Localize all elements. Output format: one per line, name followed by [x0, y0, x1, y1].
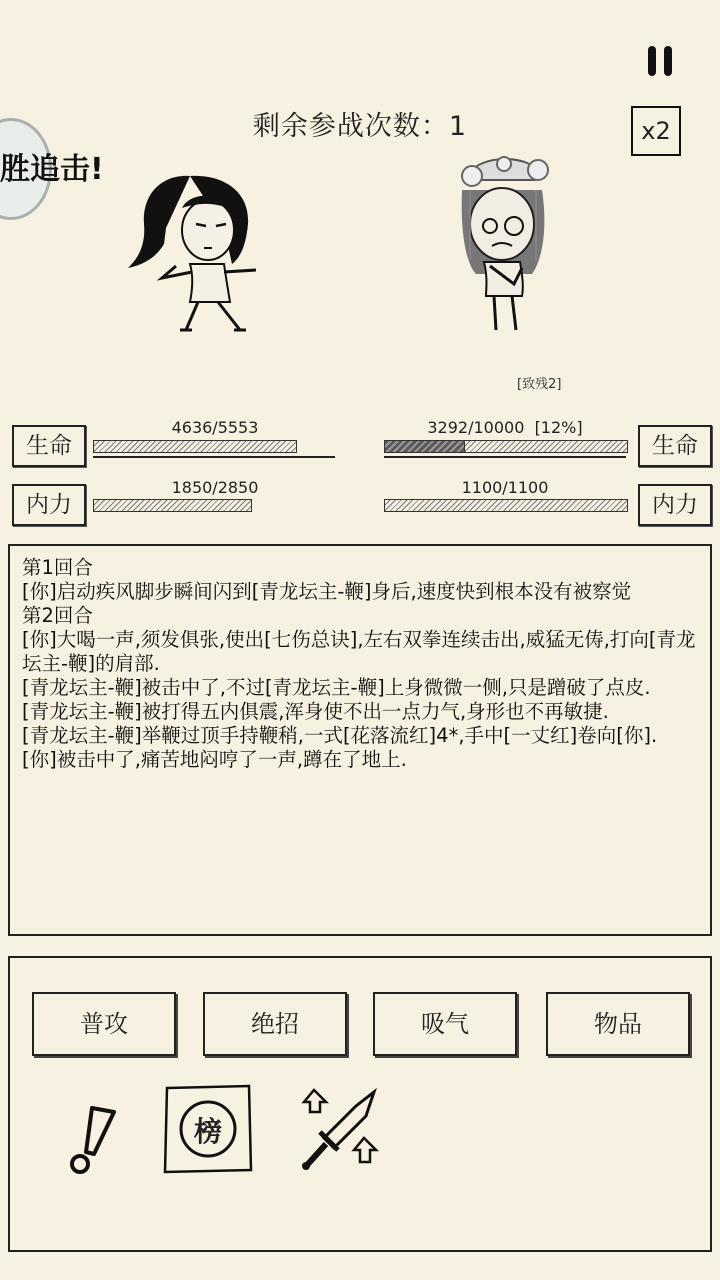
enemy-hp-label: 生命 — [638, 425, 712, 467]
battle-log[interactable] — [8, 544, 712, 936]
enemy-mp-value: 1100/1100 — [461, 478, 549, 497]
enemy-hp-bar — [384, 440, 466, 453]
items-button[interactable]: 物品 — [546, 992, 690, 1056]
ranking-icon-text: 榜 — [193, 1115, 222, 1148]
pause-button[interactable] — [648, 46, 674, 76]
remaining-label: 剩余参战次数： — [252, 111, 449, 142]
log-line: [青龙坛主-鞭]被击中了,不过[青龙坛主-鞭]上身微微一侧,只是蹭破了点皮. — [22, 676, 651, 699]
player-mp-value: 1850/2850 — [171, 478, 259, 497]
battle-log-lines — [22, 556, 706, 772]
log-line: [你]大喝一声,须发俱张,使出[七伤总诀],左右双拳连续击出,威猛无俦,打向[青龙坛主-鞭]的肩部. — [22, 628, 696, 675]
player-hp-label: 生命 — [12, 425, 86, 467]
sword-upgrade-icon[interactable] — [298, 1086, 386, 1174]
log-line: [你]被击中了,痛苦地闷哼了一声,蹲在了地上. — [22, 748, 407, 771]
enemy-character — [432, 150, 572, 335]
speed-toggle-button[interactable]: x2 — [631, 106, 681, 156]
player-hp-bar — [93, 440, 297, 453]
log-line: [青龙坛主-鞭]被打得五内俱震,浑身使不出一点力气,身形也不再敏捷. — [22, 700, 609, 723]
log-line: [青龙坛主-鞭]举鞭过顶手持鞭稍,一式[花落流红]4*,手中[一丈红]卷向[你]. — [22, 724, 658, 747]
ranking-button[interactable] — [163, 1084, 253, 1174]
player-mp-label: 内力 — [12, 484, 86, 526]
log-line: 第1回合 — [22, 556, 93, 579]
pursuit-banner-text: 胜追击! — [0, 152, 104, 187]
enemy-status-tag: [致残2] — [517, 377, 562, 392]
enemy-hp-bar-remaining — [464, 440, 628, 453]
breathe-button[interactable]: 吸气 — [373, 992, 517, 1056]
pause-icon — [648, 46, 656, 76]
player-character — [120, 168, 270, 338]
player-mp-bar — [93, 499, 252, 512]
remaining-battles — [0, 104, 720, 143]
special-move-button[interactable]: 绝招 — [203, 992, 347, 1056]
player-hp-value: 4636/5553 — [171, 418, 259, 437]
enemy-hp-value: 3292/10000 [12%] — [427, 418, 583, 437]
log-line: [你]启动疾风脚步瞬间闪到[青龙坛主-鞭]身后,速度快到根本没有被察觉 — [22, 580, 632, 603]
alert-icon[interactable] — [64, 1104, 120, 1176]
enemy-mp-label: 内力 — [638, 484, 712, 526]
enemy-mp-bar — [384, 499, 628, 512]
normal-attack-button[interactable]: 普攻 — [32, 992, 176, 1056]
log-line: 第2回合 — [22, 604, 93, 627]
remaining-count: 1 — [448, 111, 468, 142]
